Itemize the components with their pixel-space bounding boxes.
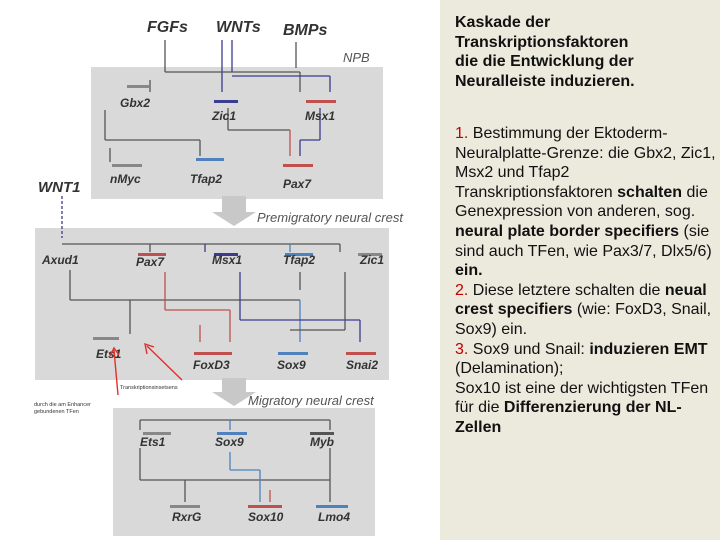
p2-text-1: Diese letztere schalten die (468, 281, 665, 299)
annotation-enhancer-2: gebundenen TFen (34, 409, 79, 415)
migratory-label: Migratory neural crest (248, 393, 374, 408)
paragraph-4 (455, 379, 717, 438)
gene-ets1-pre: Ets1 (96, 347, 122, 361)
gene-tfap2-npb: Tfap2 (190, 172, 223, 186)
paragraph-3 (455, 340, 717, 379)
gene-msx1-pre: Msx1 (212, 253, 243, 267)
p3-text-2: (Delamination); (455, 360, 564, 378)
gene-lmo4: Lmo4 (318, 510, 351, 524)
gene-myb: Myb (310, 435, 334, 449)
gene-tfap2-pre: Tfap2 (283, 253, 316, 267)
heading-line-2: Transkriptionsfaktoren (455, 33, 629, 51)
gene-pax7-pre: Pax7 (136, 255, 165, 269)
wnts-label: WNTs (216, 19, 261, 36)
explanation-panel (440, 0, 720, 540)
p3-bold-1: induzieren EMT (589, 340, 708, 358)
panel-body (455, 124, 717, 438)
transition-arrow-1 (212, 196, 256, 226)
paragraph-2 (455, 281, 717, 340)
npb-label: NPB (343, 50, 370, 65)
gene-ets1-mig: Ets1 (140, 435, 166, 449)
gene-sox9-pre: Sox9 (277, 358, 306, 372)
gene-zic1-pre: Zic1 (360, 253, 385, 267)
p2-text-2: (wie: FoxD3, Snail, Sox9) ein. (455, 301, 712, 338)
p4-bold-1: Differenzierung der NL-Zellen (455, 399, 682, 436)
heading-line-1: Kaskade der (455, 14, 551, 31)
p1-text-2: die Genexpression von anderen, sog. (455, 183, 708, 221)
gene-axud1: Axud1 (42, 253, 79, 267)
fgfs-label: FGFs (147, 19, 188, 36)
p1-bold-3: ein. (455, 262, 483, 280)
p1-number: 1. (455, 125, 469, 142)
panel-heading (455, 13, 717, 91)
annotation-transcription: Transkriptionsinsetsens (120, 385, 178, 391)
annotation-enhancer-1: durch die am Enhancer (34, 402, 91, 408)
paragraph-1 (455, 124, 717, 281)
gene-sox10: Sox10 (248, 510, 284, 524)
p1-text-3: (sie sind auch TFen, wie Pax3/7, Dlx5/6) (455, 222, 712, 260)
gene-pax7-npb: Pax7 (283, 177, 312, 191)
p1-bold-1: schalten (617, 183, 683, 201)
heading-line-3: die die Entwicklung der (455, 53, 634, 71)
gene-nmyc: nMyc (110, 172, 141, 186)
gene-rxrg: RxrG (172, 510, 202, 524)
p2-bold-1: neual crest specifiers (455, 281, 707, 319)
heading-line-4: Neuralleiste induzieren. (455, 72, 635, 90)
gene-msx1-npb: Msx1 (305, 109, 336, 123)
premigratory-label: Premigratory neural crest (257, 210, 403, 225)
gene-gbx2: Gbx2 (120, 96, 151, 110)
p1-text-1: Bestimmung der Ektoderm-Neuralplatte-Grenze: die Gbx2, Zic1, Msx2 und Tfap2 Transkriptionsfaktoren (455, 125, 716, 201)
p3-text-1: Sox9 und Snail: (468, 340, 590, 358)
bmps-label: BMPs (283, 22, 328, 39)
wnt1-label: WNT1 (38, 179, 81, 196)
gene-foxd3: FoxD3 (193, 358, 230, 372)
p4-text-1: Sox10 ist eine der wichtigsten TFen für die (455, 379, 709, 417)
gene-sox9-mig: Sox9 (215, 435, 244, 449)
gene-snai2: Snai2 (346, 358, 379, 372)
p2-number: 2. (455, 281, 469, 299)
gene-zic1-npb: Zic1 (212, 109, 237, 123)
p1-bold-2: neural plate border specifiers (455, 222, 680, 240)
p3-number: 3. (455, 340, 469, 358)
